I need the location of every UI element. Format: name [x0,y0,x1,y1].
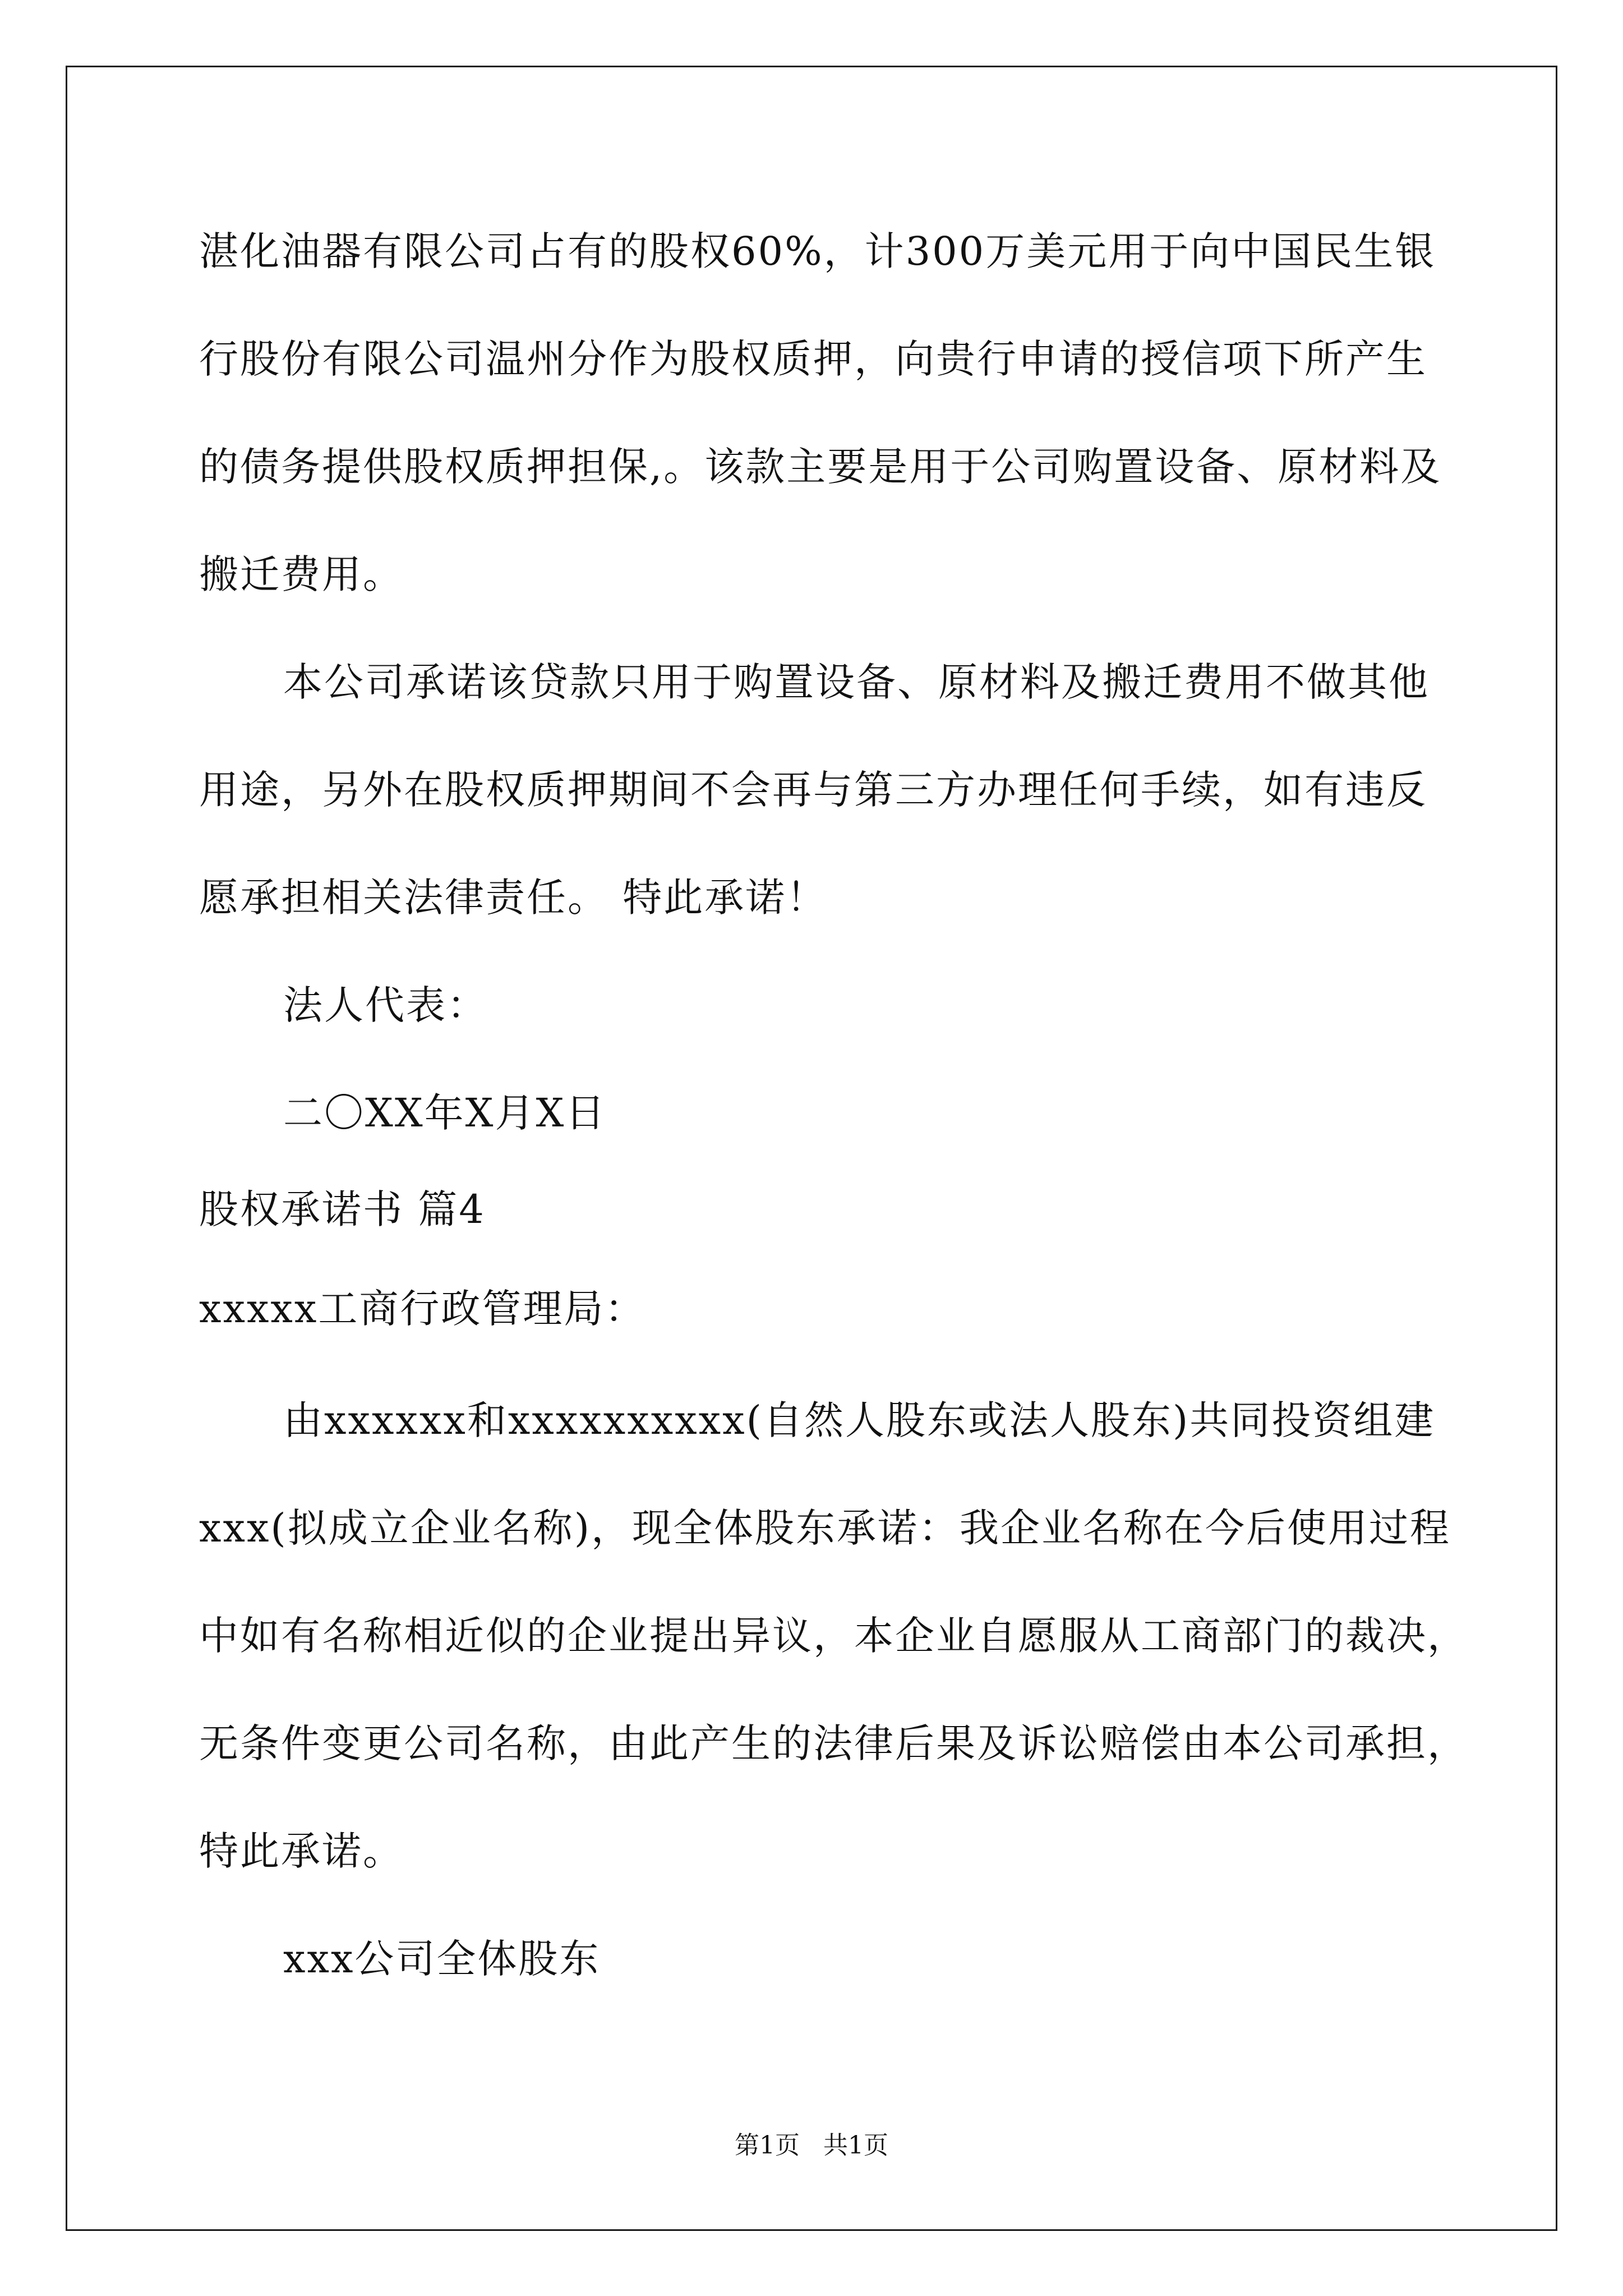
page-border [66,66,1557,2231]
section-heading: 股权承诺书 篇4 [199,1186,486,1232]
body-line: 湛化油器有限公司占有的股权60%，计300万美元用于向中国民生银 [199,228,1436,274]
body-line: 由xxxxxx和xxxxxxxxxx(自然人股东或法人股东)共同投资组建 [283,1397,1436,1443]
page-footer: 第1页 共1页 [735,2131,888,2160]
signature-label: 法人代表： [283,982,488,1028]
body-line: 中如有名称相近似的企业提出异议，本企业自愿服从工商部门的裁决， [199,1613,1468,1659]
body-line: 行股份有限公司温州分作为股权质押，向贵行申请的授信项下所产生 [199,336,1427,382]
body-line: 用途，另外在股权质押期间不会再与第三方办理任何手续，如有违反 [199,767,1427,813]
body-line: 特此承诺。 [199,1828,404,1874]
date-line: 二〇XX年X月X日 [283,1090,607,1136]
body-line: 无条件变更公司名称，由此产生的法律后果及诉讼赔偿由本公司承担， [199,1720,1468,1766]
body-line: 本公司承诺该贷款只用于购置设备、原材料及搬迁费用不做其他 [283,659,1430,705]
body-line: 搬迁费用。 [199,551,404,597]
addressee: xxxxx工商行政管理局： [199,1286,646,1332]
body-line: xxx(拟成立企业名称)，现全体股东承诺：我企业名称在今后使用过程 [199,1505,1451,1551]
signature-line: xxx公司全体股东 [283,1936,601,1982]
body-line: 愿承担相关法律责任。 特此承诺！ [199,875,828,921]
body-line: 的债务提供股权质押担保,。该款主要是用于公司购置设备、原材料及 [199,444,1442,490]
